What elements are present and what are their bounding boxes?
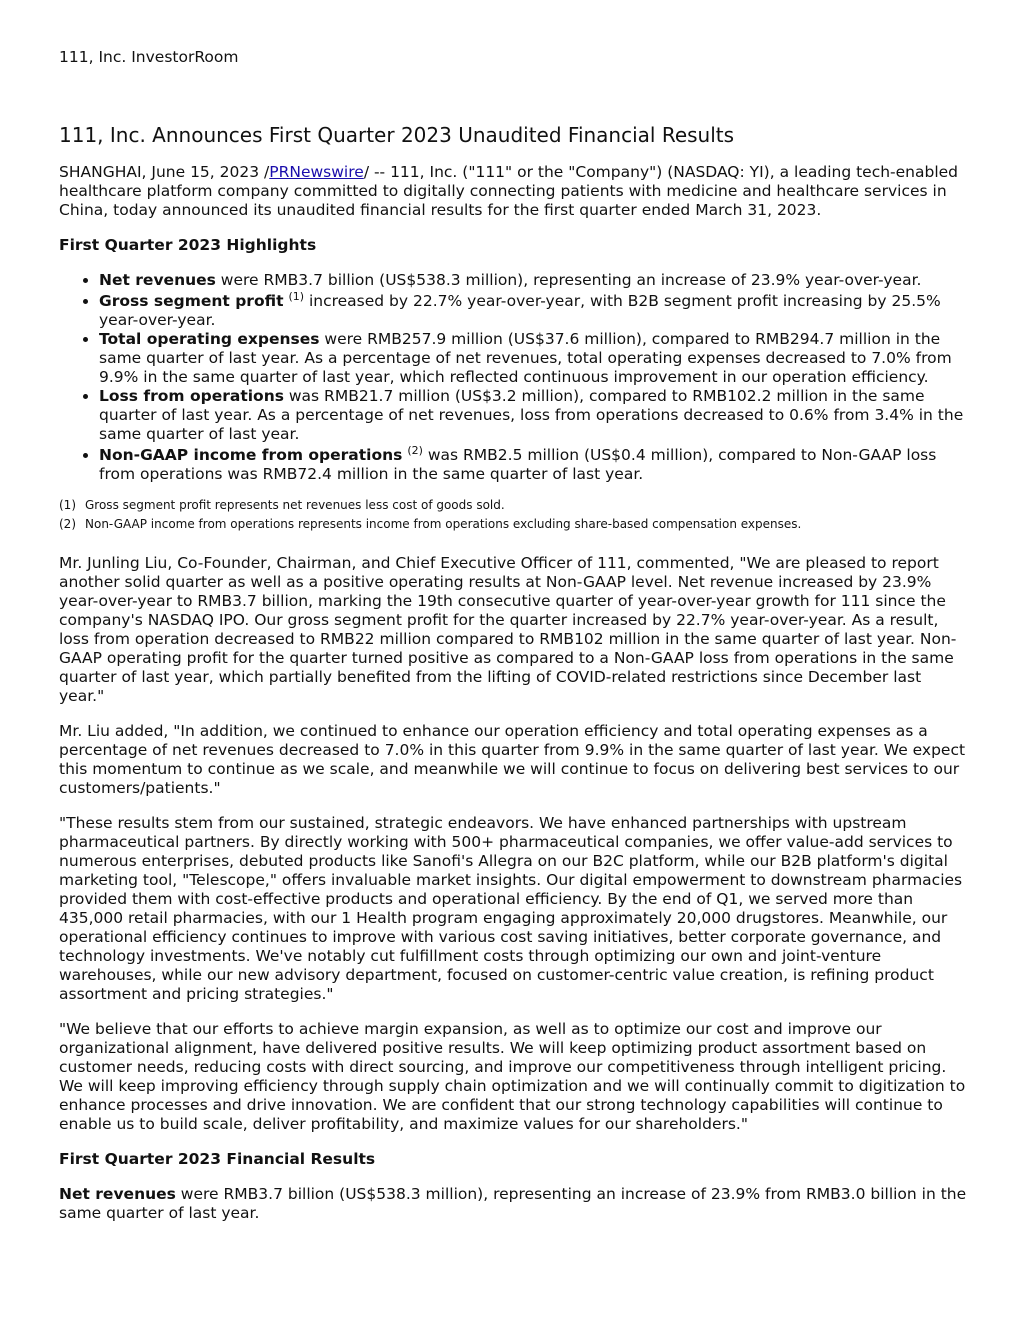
list-item: [99, 443, 969, 484]
article-body: [59, 163, 969, 1239]
intro-text: / -- 111, Inc. ("111" or the "Company") (NASDAQ: YI), a leading tech-enabled healthcare platform company committed to digitally connecting patients with medicine and healthcare services in China, today announced its unaudited financial results for the first quarter ended March 31, 2023.: [59, 163, 959, 219]
highlight-text: increased by 22.7% year-over-year, with B2B segment profit increasing by 25.5% year-over-year.: [99, 292, 941, 329]
strategy-paragraph: "These results stem from our sustained, strategic endeavors. We have enhanced partnerships with upstream pharmaceutical partners. By directly working with 500+ pharmaceutical companies, we offer value-add services to numerous enterprises, debuted products like Sanofi's Allegra on our B2C platform, while our B2B platform's digital marketing tool, "Telescope," offers invaluable market insights. Our digital empowerment to downstream pharmacies provided them with cost-effective products and operational efficiency. By the end of Q1, we served more than 435,000 retail pharmacies, with our 1 Health program engaging approximately 20,000 drugstores. Meanwhile, our operational efficiency continues to improve with various cost saving initiatives, better corporate governance, and technology investments. We've notably cut fulfillment costs through optimizing our own and joint-venture warehouses, while our new advisory department, focused on customer-centric value creation, is refining product assortment and pricing strategies.": [59, 814, 963, 1003]
highlight-label: Loss from operations: [99, 387, 284, 405]
highlight-text: was RMB21.7 million (US$3.2 million), compared to RMB102.2 million in the same quarter of last year. As a percentage of net revenues, loss from operations decreased to 0.6% from 3.4% in the same quarter of last year.: [99, 387, 964, 443]
list-item: [99, 387, 969, 444]
footnotes: [59, 498, 969, 532]
footnote-text: Gross segment profit represents net revenues less cost of goods sold.: [85, 498, 505, 512]
highlight-label: Net revenues: [99, 271, 216, 289]
footnote-number: (2): [59, 517, 76, 531]
financial-results-heading: First Quarter 2023 Financial Results: [59, 1150, 376, 1168]
net-revenues-label: Net revenues: [59, 1185, 176, 1203]
prnewswire-link[interactable]: PRNewswire: [269, 163, 364, 181]
footnote-text: Non-GAAP income from operations represents income from operations excluding share-based compensation expenses.: [85, 517, 802, 531]
highlights-heading: First Quarter 2023 Highlights: [59, 236, 317, 254]
ceo-quote-paragraph: Mr. Junling Liu, Co-Founder, Chairman, and Chief Executive Officer of 111, commented, "We are pleased to report another solid quarter as well as a positive operating results at Non-GAAP level. Net revenue increased by 23.9% year-over-year to RMB3.7 billion, marking the 19th consecutive quarter of year-over-year growth for 111 since the company's NASDAQ IPO. Our gross segment profit for the quarter increased by 22.7% year-over-year. As a result, loss from operation decreased to RMB22 million compared to RMB102 million in the same quarter of last year. Non-GAAP operating profit for the quarter turned positive as compared to a Non-GAAP loss from operations in the same quarter of last year, which partially benefited from the lifting of COVID-related restrictions since December last year.": [59, 554, 957, 705]
intro-paragraph: [59, 163, 969, 220]
highlights-list: [59, 271, 969, 484]
footnote: [59, 517, 969, 532]
list-item: [99, 289, 969, 330]
highlight-label: Non-GAAP income from operations: [99, 446, 403, 464]
highlight-label: Total operating expenses: [99, 330, 320, 348]
ceo-added-paragraph: Mr. Liu added, "In addition, we continued to enhance our operation efficiency and total operating expenses as a percentage of net revenues decreased to 7.0% in this quarter from 9.9% in the same quarter of last year. We expect this momentum to continue as we scale, and meanwhile we will continue to focus on delivering best services to our customers/patients.": [59, 722, 966, 797]
net-revenues-text: were RMB3.7 billion (US$538.3 million), representing an increase of 23.9% from RMB3.0 billion in the same quarter of last year.: [59, 1185, 967, 1222]
footnote-number: (1): [59, 498, 76, 512]
site-header: 111, Inc. InvestorRoom: [59, 48, 239, 66]
list-item: [99, 271, 969, 290]
list-item: [99, 330, 969, 387]
highlight-text: was RMB2.5 million (US$0.4 million), compared to Non-GAAP loss from operations was RMB72.4 million in the same quarter of last year.: [99, 446, 937, 483]
highlight-text: were RMB257.9 million (US$37.6 million), compared to RMB294.7 million in the same quarter of last year. As a percentage of net revenues, total operating expenses decreased to 7.0% from 9.9% in the same quarter of last year, which reflected continuous improvement in our operation efficiency.: [99, 330, 952, 386]
net-revenues-paragraph: [59, 1185, 969, 1223]
footnote: [59, 498, 969, 513]
outlook-paragraph: "We believe that our efforts to achieve margin expansion, as well as to optimize our cost and improve our organizational alignment, have delivered positive results. We will keep optimizing product assortment based on customer needs, reducing costs with direct sourcing, and improve our competitiveness through intelligent pricing. We will keep improving efficiency through supply chain optimization and we will continually commit to digitization to enhance processes and drive innovation. We are confident that our strong technology capabilities will continue to enable us to build scale, deliver profitability, and maximize values for our shareholders.": [59, 1020, 966, 1133]
highlight-text: were RMB3.7 billion (US$538.3 million), representing an increase of 23.9% year-over-year.: [215, 271, 922, 289]
footnote-ref: (2): [407, 443, 423, 457]
dateline: SHANGHAI, June 15, 2023 /: [59, 163, 270, 181]
highlight-label: Gross segment profit: [99, 292, 284, 310]
footnote-ref: (1): [288, 289, 305, 303]
article-title: 111, Inc. Announces First Quarter 2023 Unaudited Financial Results: [59, 123, 735, 147]
